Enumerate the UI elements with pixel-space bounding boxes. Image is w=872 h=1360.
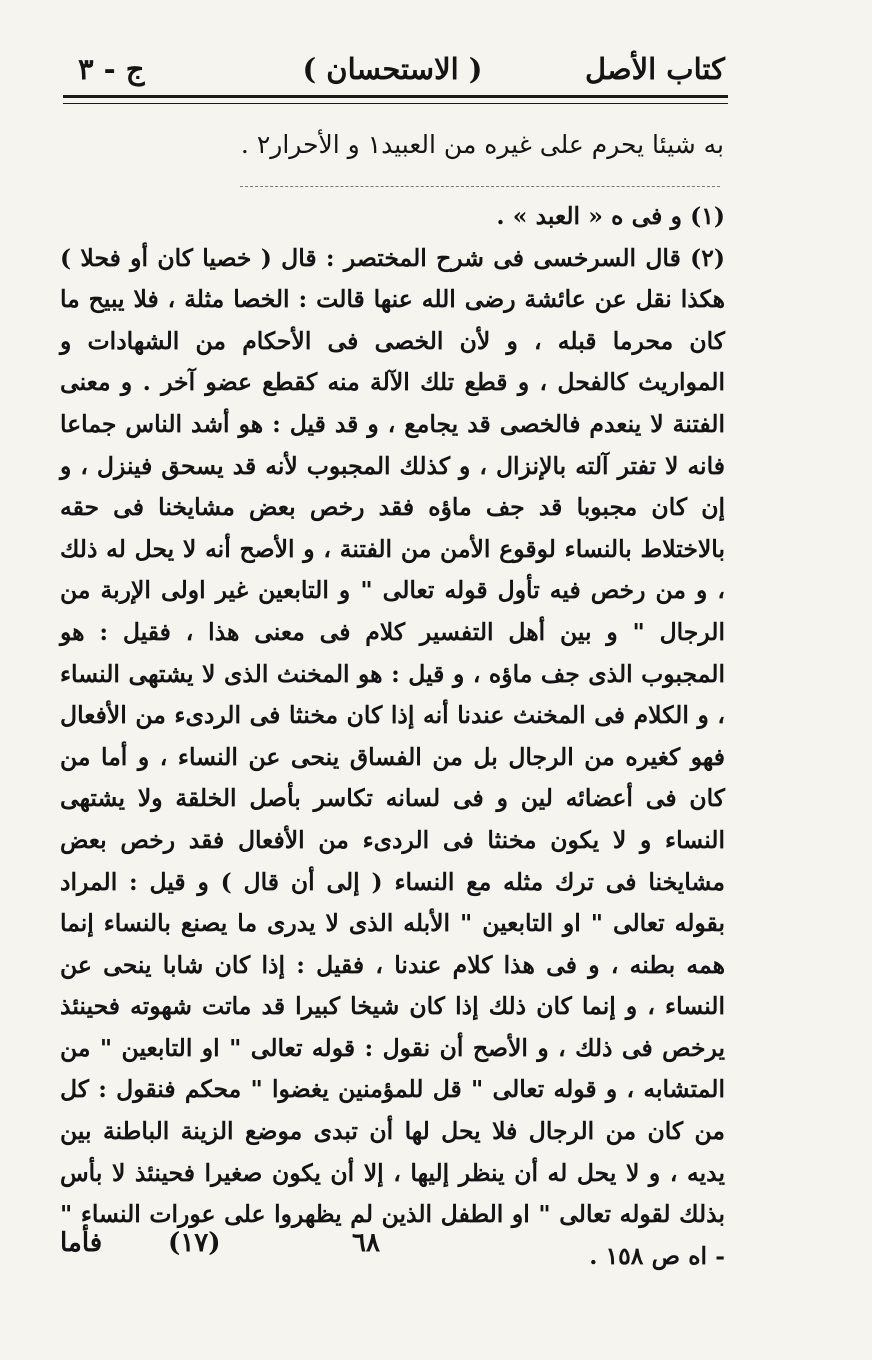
chapter-title: ( الاستحسان ) xyxy=(302,52,483,86)
signature-mark: (١٧) xyxy=(168,1228,221,1258)
page-number: ٦٨ xyxy=(352,1228,380,1258)
book-title: كتاب الأصل xyxy=(585,52,725,86)
footnote-separator xyxy=(240,186,720,187)
volume-label: ج - ٣ xyxy=(78,52,145,86)
header-rule-thick xyxy=(63,95,728,98)
catchword: فأما xyxy=(60,1228,103,1258)
footnote-2: (٢) قال السرخسى فى شرح المختصر : قال ( خصيا كان أو فحلا ) هكذا نقل عن عائشة رضى الله عنها قالت : الخصا مثلة ، فلا يبيح ما كان محرما قبله ، و لأن الخصى فى الأحكام من الشهادات و المواريث كالفحل ، و قطع تلك الآلة منه كقطع عضو آخر . و معنى الفتنة لا ينعدم فالخصى قد يجامع ، و قد قيل : هو أشد الناس جماعا فانه لا تفتر آلته بالإنزال ، و كذلك المجبوب لأنه قد يسحق فينزل ، و إن كان مجبوبا قد جف ماؤه فقد رخص بعض مشايخنا فى حقه بالاختلاط بالنساء لوقوع الأمن من الفتنة ، و الأصح أنه لا يحل له ذلك ، و من رخص فيه تأول قوله تعالى " و التابعين غير اولى الإربة من الرجال " و بين أهل التفسير كلام فى معنى هذا ، فقيل : هو المجبوب الذى جف ماؤه ، و قيل : هو المخنث الذى لا يشتهى النساء ، و الكلام فى المخنث عندنا أنه إذا كان مخنثا فى الردىء من الأفعال فهو كغيره من الرجال بل من الفساق ينحى عن النساء ، و أما من كان فى أعضائه لين و فى لسانه تكاسر بأصل الخلقة ولا يشتهى النساء و لا يكون مخنثا فى الردىء من الأفعال فقد رخص بعض مشايخنا فى ترك مثله مع النساء ( إلى أن قال ) و قيل : المراد بقوله تعالى " او التابعين " الأبله الذى لا يدرى ما يصنع بالنساء إنما همه بطنه ، و فى هذا كلام عندنا ، فقيل : إذا كان شابا ينحى عن النساء ، و إنما كان ذلك إذا كان شيخا كبيرا قد ماتت شهوته فحينئذ يرخص فى ذلك ، و الأصح أن نقول : قوله تعالى " او التابعين " من المتشابه ، و قوله تعالى " قل للمؤمنين يغضوا " محكم فنقول : كل من كان من الرجال فلا يحل لها أن تبدى موضع الزينة الباطنة بين يديه ، و لا يحل له أن ينظر إليها ، إلا أن يكون صغيرا فحينئذ لا بأس بذلك لقوله تعالى " او الطفل الذين لم يظهروا على عورات النساء " - اه ص ١٥٨ . xyxy=(60,243,725,1270)
footnote-1: (١) و فى ه « العبد » . xyxy=(496,202,725,230)
main-text: به شيئا يحرم على غيره من العبيد١ و الأحرار٢ . xyxy=(240,130,724,159)
page-header xyxy=(60,44,725,94)
page-footer xyxy=(60,1228,725,1272)
header-rule-thin xyxy=(63,103,728,104)
footnotes-block xyxy=(60,196,725,1277)
